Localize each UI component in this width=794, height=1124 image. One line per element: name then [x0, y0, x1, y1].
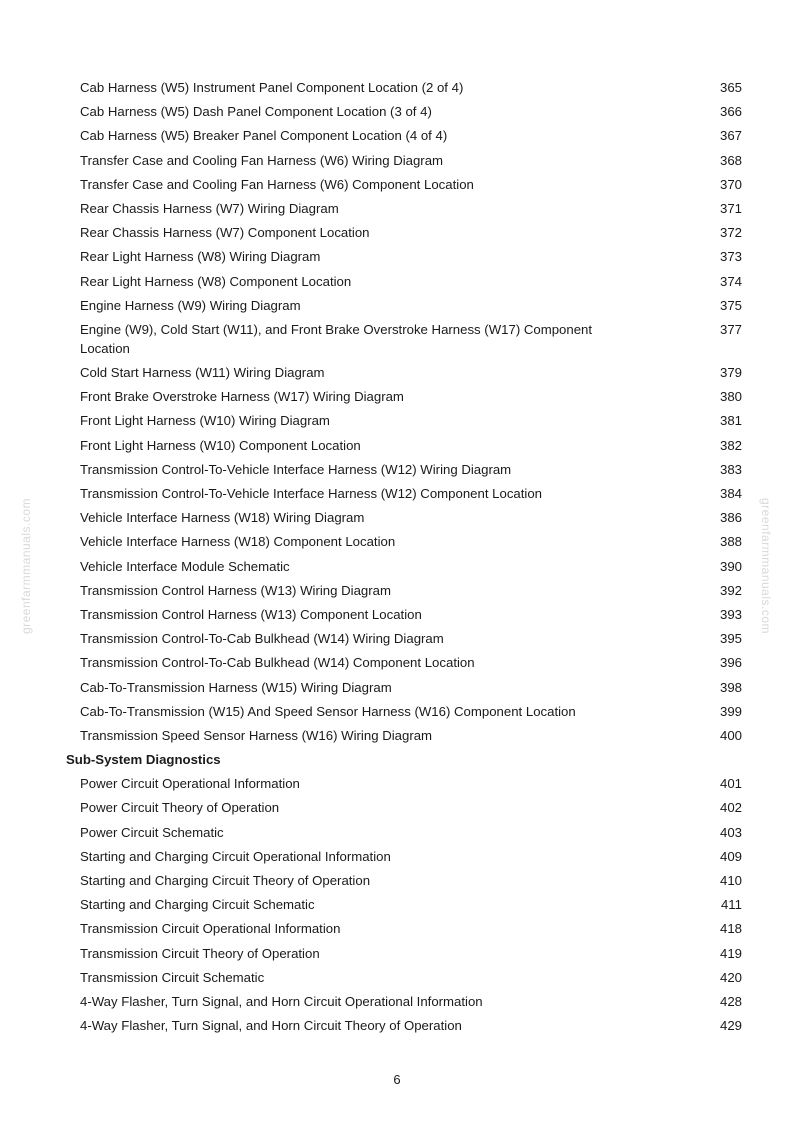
- toc-entry-title: Vehicle Interface Harness (W18) Wiring Diagram: [80, 510, 365, 526]
- toc-entry[interactable]: [64, 627, 744, 651]
- toc-entry-title: Transmission Control-To-Vehicle Interface Harness (W12) Wiring Diagram: [80, 461, 512, 477]
- toc-entry-page: 411: [720, 897, 742, 913]
- toc-entry-title: Cab Harness (W5) Dash Panel Component Location (3 of 4): [80, 104, 432, 120]
- toc-entry-page: 377: [719, 321, 742, 337]
- toc-entry[interactable]: [64, 772, 744, 796]
- toc-entry-page: 383: [719, 461, 742, 477]
- toc-entry-title: Vehicle Interface Module Schematic: [80, 558, 290, 574]
- toc-entry[interactable]: [64, 124, 744, 148]
- table-of-contents: [64, 76, 744, 1038]
- toc-entry[interactable]: [64, 893, 744, 917]
- toc-entry-title: Cab Harness (W5) Breaker Panel Component Location (4 of 4): [80, 128, 448, 144]
- toc-entry-page: 373: [719, 249, 742, 265]
- toc-entry-title: Front Brake Overstroke Harness (W17) Wiring Diagram: [80, 389, 404, 405]
- toc-entry-page: 388: [719, 534, 742, 550]
- toc-entry-title: Transmission Control Harness (W13) Component Location: [80, 606, 422, 622]
- toc-entry[interactable]: [64, 579, 744, 603]
- toc-entry[interactable]: [64, 845, 744, 869]
- toc-entry-page: 418: [719, 921, 742, 937]
- page-number: 6: [393, 1072, 401, 1087]
- toc-entry-page: 382: [719, 437, 742, 453]
- toc-entry[interactable]: [64, 966, 744, 990]
- toc-entry[interactable]: [64, 676, 744, 700]
- toc-entry-page: 381: [719, 413, 742, 429]
- toc-entry-page: 367: [719, 128, 742, 144]
- toc-entry-title: Engine (W9), Cold Start (W11), and Front Brake Overstroke Harness (W17) Component Location: [80, 321, 593, 356]
- toc-entry[interactable]: [64, 506, 744, 530]
- toc-entry-title: Front Light Harness (W10) Wiring Diagram: [80, 413, 330, 429]
- toc-entry-page: 379: [719, 365, 742, 381]
- toc-entry-page: 409: [719, 848, 742, 864]
- toc-entry-page: 420: [719, 969, 742, 985]
- toc-entry-page: 410: [719, 873, 742, 888]
- toc-entry-page: 371: [719, 200, 742, 216]
- toc-group-harness: [64, 76, 744, 748]
- toc-entry-title: Transmission Circuit Operational Information: [80, 921, 341, 937]
- toc-entry-title: Transmission Control-To-Vehicle Interface Harness (W12) Component Location: [80, 486, 543, 501]
- toc-entry[interactable]: [64, 1014, 744, 1038]
- toc-entry-page: 384: [719, 486, 742, 501]
- toc-entry[interactable]: [64, 796, 744, 820]
- watermark-right: greenfarmmanuals.com: [759, 497, 773, 635]
- toc-entry[interactable]: [64, 197, 744, 221]
- toc-entry[interactable]: [64, 821, 744, 845]
- toc-entry-title: Rear Chassis Harness (W7) Wiring Diagram: [80, 200, 339, 216]
- toc-entry-page: 402: [719, 800, 742, 816]
- toc-entry-title: Transmission Circuit Schematic: [80, 969, 265, 985]
- toc-entry-title: Front Light Harness (W10) Component Location: [80, 437, 361, 453]
- toc-entry[interactable]: [64, 173, 744, 197]
- toc-entry[interactable]: [64, 149, 744, 173]
- toc-entry-page: 399: [719, 703, 742, 719]
- toc-entry[interactable]: [64, 530, 744, 554]
- toc-entry-title: Starting and Charging Circuit Schematic: [80, 897, 315, 913]
- toc-entry-title: Cab Harness (W5) Instrument Panel Component Location (2 of 4): [80, 80, 464, 95]
- toc-entry[interactable]: [64, 700, 744, 724]
- toc-entry[interactable]: [64, 458, 744, 482]
- toc-entry-title: Cold Start Harness (W11) Wiring Diagram: [80, 365, 325, 381]
- toc-entry[interactable]: [64, 942, 744, 966]
- watermark-left: greenfarmmanuals.com: [19, 497, 33, 635]
- toc-entry-title: Power Circuit Theory of Operation: [80, 800, 280, 816]
- toc-entry-title: 4-Way Flasher, Turn Signal, and Horn Circuit Theory of Operation: [80, 1018, 462, 1034]
- toc-entry-title: Transmission Speed Sensor Harness (W16) Wiring Diagram: [80, 727, 433, 743]
- toc-group-subsystem: [64, 772, 744, 1038]
- toc-entry[interactable]: [64, 385, 744, 409]
- toc-entry-title: Transfer Case and Cooling Fan Harness (W6) Component Location: [80, 176, 474, 192]
- toc-entry-title: Rear Chassis Harness (W7) Component Location: [80, 225, 370, 241]
- toc-entry-title: Cab-To-Transmission Harness (W15) Wiring Diagram: [80, 679, 392, 695]
- toc-entry-page: 380: [719, 389, 742, 405]
- toc-entry[interactable]: [64, 869, 744, 893]
- toc-entry-title: Power Circuit Schematic: [80, 824, 224, 840]
- toc-entry-page: 370: [719, 176, 742, 192]
- toc-entry[interactable]: [64, 100, 744, 124]
- toc-entry-page: 403: [719, 824, 742, 840]
- toc-entry-title: Engine Harness (W9) Wiring Diagram: [80, 297, 301, 313]
- toc-entry[interactable]: [64, 917, 744, 941]
- toc-entry[interactable]: [64, 990, 744, 1014]
- toc-entry[interactable]: [64, 361, 744, 385]
- toc-entry[interactable]: [64, 434, 744, 458]
- toc-entry-page: 366: [719, 104, 742, 120]
- toc-entry-title: Transmission Control-To-Cab Bulkhead (W14) Wiring Diagram: [80, 631, 444, 647]
- toc-entry-page: 374: [719, 273, 742, 289]
- toc-entry-page: 400: [719, 727, 742, 743]
- toc-entry-page: 428: [719, 993, 742, 1009]
- toc-entry[interactable]: [64, 482, 744, 506]
- toc-entry-title: Starting and Charging Circuit Operational Information: [80, 848, 391, 864]
- toc-entry[interactable]: [64, 270, 744, 294]
- toc-entry-title: Transmission Control Harness (W13) Wiring Diagram: [80, 582, 391, 598]
- toc-entry[interactable]: [64, 245, 744, 269]
- toc-entry-page: 392: [719, 582, 742, 598]
- toc-entry-title: Cab-To-Transmission (W15) And Speed Sensor Harness (W16) Component Location: [80, 703, 576, 719]
- toc-entry[interactable]: [64, 221, 744, 245]
- toc-entry[interactable]: [64, 318, 744, 361]
- toc-entry-page: 386: [719, 510, 742, 526]
- toc-entry[interactable]: [64, 76, 744, 100]
- toc-entry[interactable]: [64, 409, 744, 433]
- toc-entry-title: Vehicle Interface Harness (W18) Component Location: [80, 534, 396, 550]
- toc-entry-page: 390: [719, 558, 742, 574]
- toc-entry[interactable]: [64, 724, 744, 748]
- toc-entry[interactable]: [64, 603, 744, 627]
- toc-entry-title: Transfer Case and Cooling Fan Harness (W6) Wiring Diagram: [80, 152, 444, 168]
- toc-entry-page: 395: [719, 631, 742, 647]
- toc-entry-page: 393: [719, 606, 742, 622]
- toc-entry-page: 365: [719, 80, 742, 95]
- toc-entry-page: 375: [719, 297, 742, 313]
- toc-entry-title: Starting and Charging Circuit Theory of Operation: [80, 873, 371, 888]
- toc-entry-page: 429: [719, 1018, 742, 1034]
- toc-entry[interactable]: [64, 294, 744, 318]
- toc-entry-title: Transmission Control-To-Cab Bulkhead (W14) Component Location: [80, 655, 475, 671]
- toc-entry-title: Rear Light Harness (W8) Component Location: [80, 273, 352, 289]
- toc-entry-title: 4-Way Flasher, Turn Signal, and Horn Circuit Operational Information: [80, 993, 483, 1009]
- toc-entry-page: 368: [719, 152, 742, 168]
- toc-entry-title: Rear Light Harness (W8) Wiring Diagram: [80, 249, 321, 265]
- toc-entry-page: 419: [719, 945, 742, 961]
- toc-entry-title: Transmission Circuit Theory of Operation: [80, 945, 320, 961]
- toc-section-heading[interactable]: Sub-System Diagnostics: [66, 752, 221, 768]
- toc-entry-title: Power Circuit Operational Information: [80, 776, 300, 792]
- toc-entry[interactable]: [64, 651, 744, 675]
- toc-entry[interactable]: [64, 555, 744, 579]
- toc-entry-page: 372: [719, 225, 742, 241]
- toc-entry-page: 398: [719, 679, 742, 695]
- toc-entry-page: 396: [719, 655, 742, 671]
- toc-entry-page: 401: [719, 776, 742, 792]
